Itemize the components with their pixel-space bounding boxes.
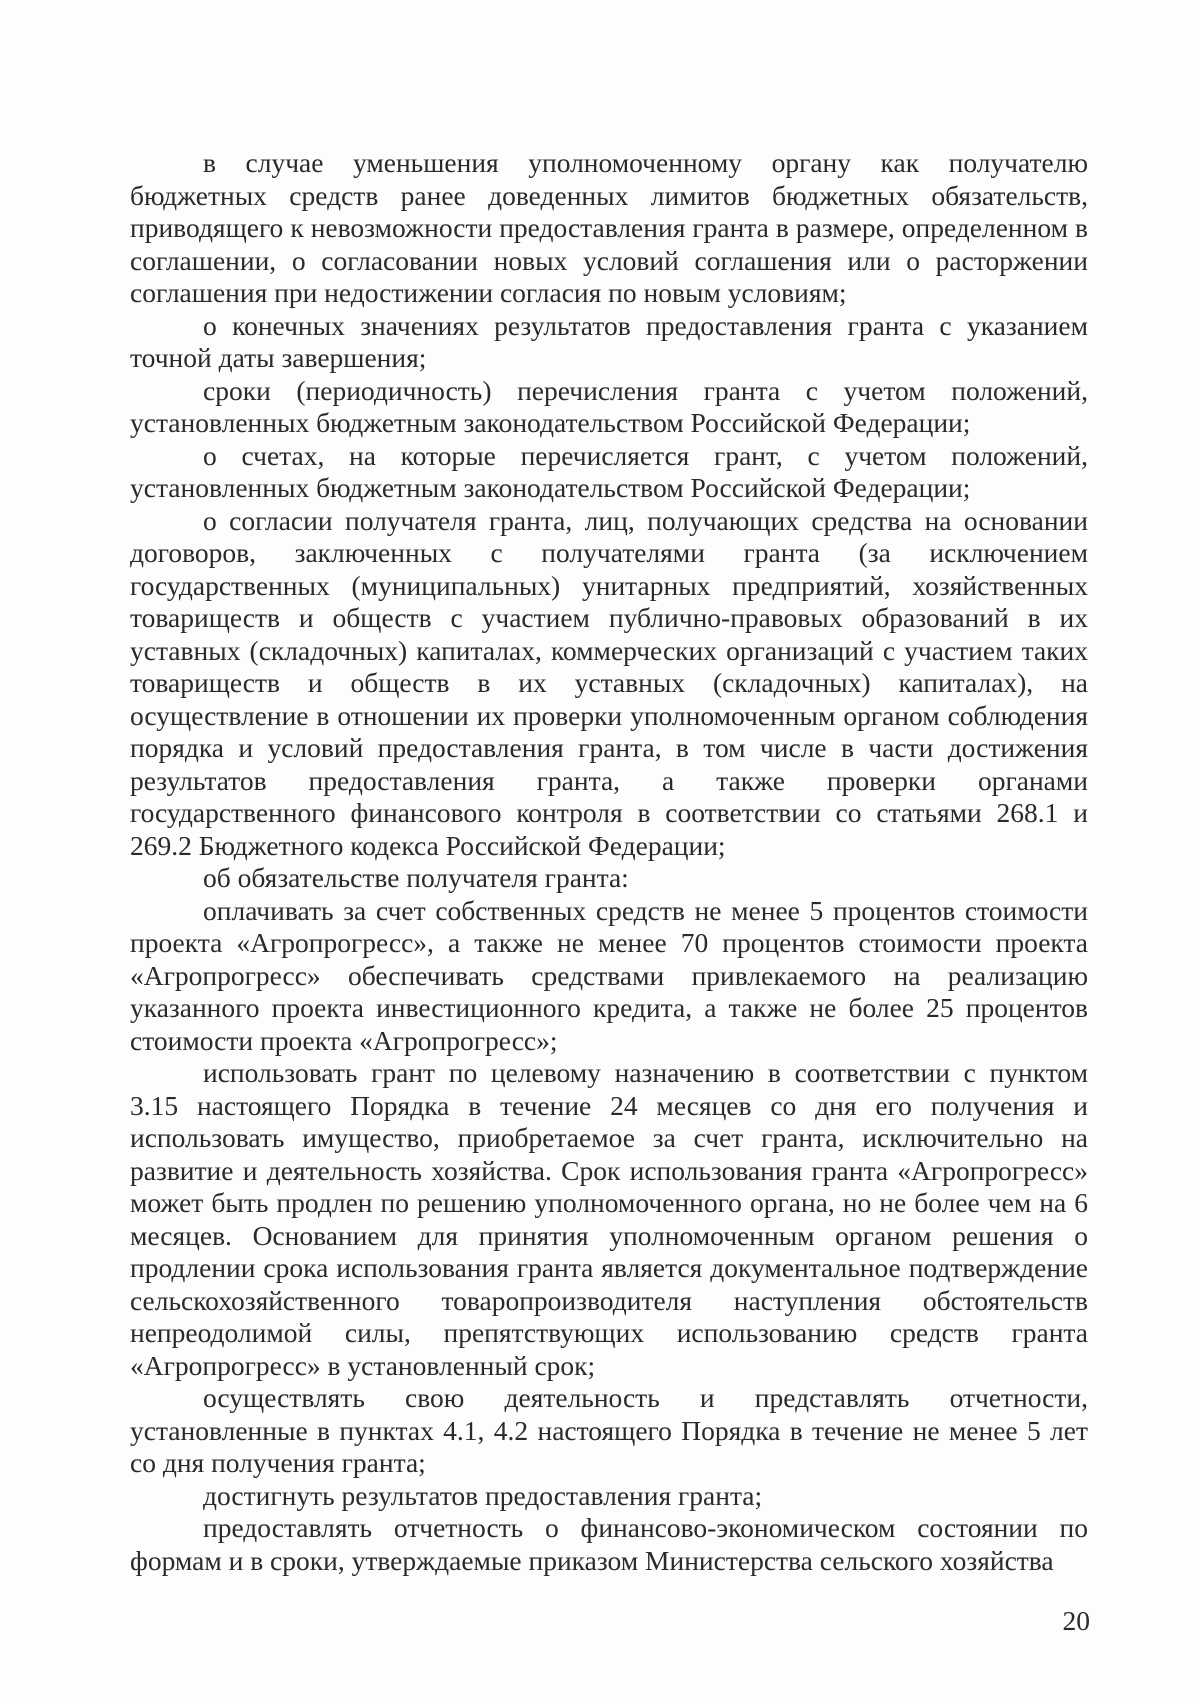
paragraph: об обязательстве получателя гранта: (203, 862, 629, 893)
paragraph: достигнуть результатов предоставления гранта; (203, 1479, 763, 1511)
paragraph: использовать грант по целевому назначению в соответствии с пунктом 3.15 настоящего Порядка в течение 24 месяцев со дня его получения и использовать имущество, приобретаемое за счет гранта, исключительно на развитие и деятельность хозяйства. Срок использования гранта «Агропрогресс» может быть продлен по решению уполномоченного органа, но не более чем на 6 месяцев. Основанием для принятия уполномоченным органом решения о продлении срока использования гранта является документальное подтверждение сельскохозяйственного товаропроизводителя наступления обстоятельств непреодолимой силы, препятствующих использованию средств гранта «Агропрогресс» в установленный срок; (130, 1057, 1088, 1381)
paragraph: оплачивать за счет собственных средств не менее 5 процентов стоимости проекта «Агропрогресс», а также не менее 70 процентов стоимости проекта «Агропрогресс» обеспечивать средствами привлекаемого на реализацию указанного проекта инвестиционного кредита, а также не более 25 процентов стоимости проекта «Агропрогресс»; (130, 894, 1088, 1056)
paragraph: о счетах, на которые перечисляется грант, с учетом положений, установленных бюджетным законодательством Российской Федерации; (130, 439, 1088, 503)
paragraph: сроки (периодичность) перечисления гранта с учетом положений, установленных бюджетным законодательством Российской Федерации; (130, 374, 1088, 438)
page-number: 20 (1062, 1605, 1090, 1636)
paragraph: о конечных значениях результатов предоставления гранта с указанием точной даты завершения; (130, 309, 1088, 373)
document-body (130, 147, 1088, 1577)
paragraph: предоставлять отчетность о финансово-экономическом состоянии по формам и в сроки, утверждаемые приказом Министерства сельского хозяйства (130, 1512, 1088, 1576)
paragraph: осуществлять свою деятельность и представлять отчетности, установленные в пунктах 4.1, 4.2 настоящего Порядка в течение не менее 5 лет со дня получения гранта; (130, 1382, 1088, 1478)
paragraph: о согласии получателя гранта, лиц, получающих средства на основании договоров, заключенных с получателями гранта (за исключением государственных (муниципальных) унитарных предприятий, хозяйственных товариществ и обществ с участием публично-правовых образований в их уставных (складочных) капиталах, коммерческих организаций с участием таких товариществ и обществ в их уставных (складочных) капиталах), на осуществление в отношении их проверки уполномоченным органом соблюдения порядка и условий предоставления гранта, в том числе в части достижения результатов предоставления гранта, а также проверки органами государственного финансового контроля в соответствии со статьями 268.1 и 269.2 Бюджетного кодекса Российской Федерации; (130, 504, 1088, 861)
paragraph: в случае уменьшения уполномоченному органу как получателю бюджетных средств ранее доведенных лимитов бюджетных обязательств, приводящего к невозможности предоставления гранта в размере, определенном в соглашении, о согласовании новых условий соглашения или о расторжении соглашения при недостижении согласия по новым условиям; (130, 147, 1088, 308)
